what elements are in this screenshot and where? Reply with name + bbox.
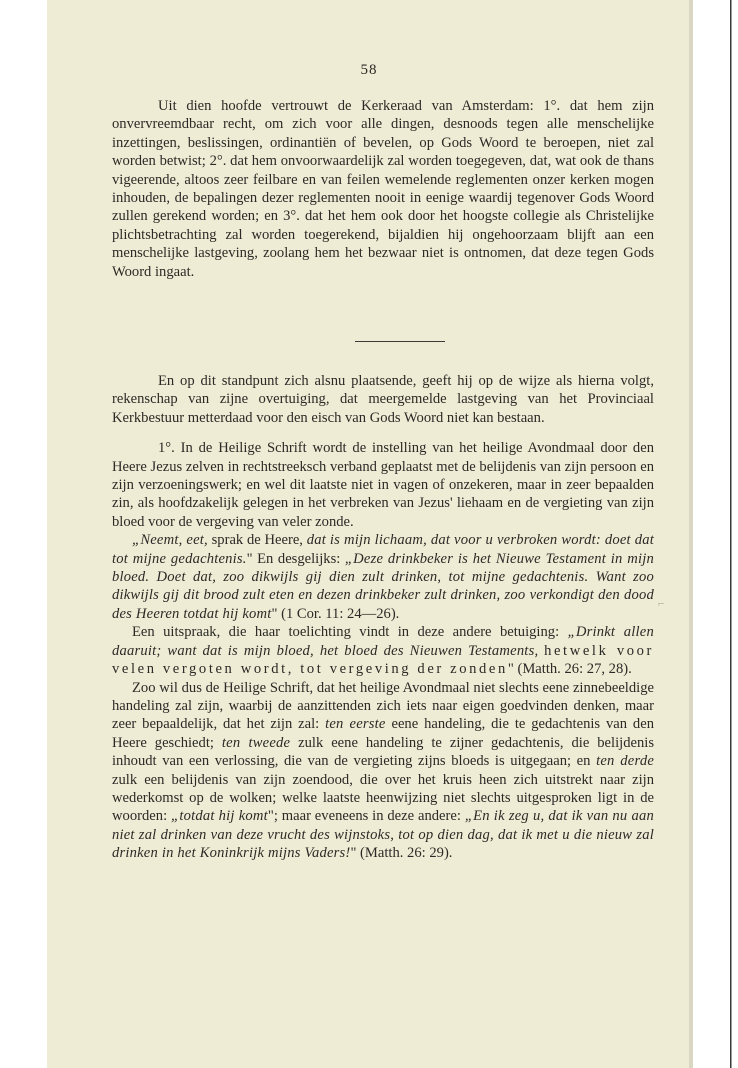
scan-border [722,0,738,1068]
paragraph-5: Een uitspraak, die haar toelichting vindt in deze andere betuiging: „Drinkt allen daaruit; want dat is mijn bloed, het bloed des Nieuwen Testaments, hetwelk voor velen vergoten wordt, tot vergeving der zonden" (Matth. 26: 27, 28). [112,624,654,678]
text-block-main [112,372,654,863]
section-divider [355,341,445,342]
margin-mark: ⌐ [658,598,665,610]
paragraph-6: Zoo wil dus de Heilige Schrift, dat het heilige Avondmaal niet slechts eene zinnebeeldige handeling zal zijn, waarbij de aanzittenden zich iets naar eigen goedvinden denken, maar zeer bepaaldelijk, dat het zijn zal: ten eerste eene handeling, die te gedachtenis van den Heere geschiedt; ten tweede zulk eene handeling te zijner gedachtenis, die belijdenis inhoudt van een verlossing, die van de vergieting zijns bloeds is uitgegaan; en ten derde zulk een belijdenis van zijn zoendood, die over het kruis heen zich uitstrekt naar zijn wederkomst op de wolken; welke laatste heenwijzing niet slechts uitgesproken ligt in de woorden: „totdat hij komt"; maar eveneens in deze andere: „En ik zeg u, dat ik van nu aan niet zal drinken van deze vrucht des wijnstoks, tot op dien dag, dat ik met u die nieuw zal drinken in het Koninkrijk mijns Vaders!" (Matth. 26: 29). [112,679,655,862]
page-number: 58 [360,62,378,78]
paragraph-4: „Neemt, eet, sprak de Heere, dat is mijn lichaam, dat voor u verbroken wordt: doet dat tot mijne gedachtenis." En desgelijks: „Deze drinkbeker is het Nieuwe Testament in mijn bloed. Doet dat, zoo dikwijls gij dien zult drinken, tot mijne gedachtenis. Want zoo dikwijls gij dit brood zult eten en dezen drinkbeker zult drinken, zoo verkondigt den dood des Heeren totdat hij komt" (1 Cor. 11: 24—26). [112,532,654,622]
page-edge [689,0,693,1068]
paragraph-1: Uit dien hoofde vertrouwt de Kerkeraad van Amsterdam: 1°. dat hem zijn onvervreemdbaar recht, om zich voor alle dingen, desnoods tegen alle menschelijke inzettingen, beslissingen, ordinantiën of bevelen, op Gods Woord te beroepen, niet zal worden betwist; 2°. dat hem onvoorwaardelijk zal worden toegegeven, dat, wat ook de thans vigeerende, altoos zeer feilbare en van feilen wemelende reglementen onzer kerken mogen inhouden, de bepalingen dezer reglementen nooit in eenige waardij tegenover Gods Woord zullen gerekend worden; en 3°. dat het hem ook door het hoogste collegie als Christelijke plichtsbetrachting zal worden toegerekend, bijaldien hij ongehoorzaam blijft aan een menschelijke lastgeving, zoolang hem het bezwaar niet is ontnomen, dat deze tegen Gods Woord ingaat. [112,98,654,280]
paragraph-3: 1°. In de Heilige Schrift wordt de instelling van het heilige Avondmaal door den Heere Jezus zelven in rechtstreeksch verband geplaatst met de belijdenis van zijn persoon en zijn verzoeningswerk; en wel dit laatste niet in vagen of onzekeren, maar in zeer bepaalden zin, als hoofdzakelijk gelegen in het verbreken van Jezus' liehaam en de vergieting van zijn bloed voor de vergeving van veler zonde. [112,440,654,530]
paragraph-2: En op dit standpunt zich alsnu plaatsende, geeft hij op de wijze als hierna volgt, rekenschap van zijne overtuiging, dat meergemelde lastgeving van het Provinciaal Kerkbestuur metterdaad voor den eisch van Gods Woord niet kan bestaan. [112,373,654,426]
text-block-top [112,97,654,281]
